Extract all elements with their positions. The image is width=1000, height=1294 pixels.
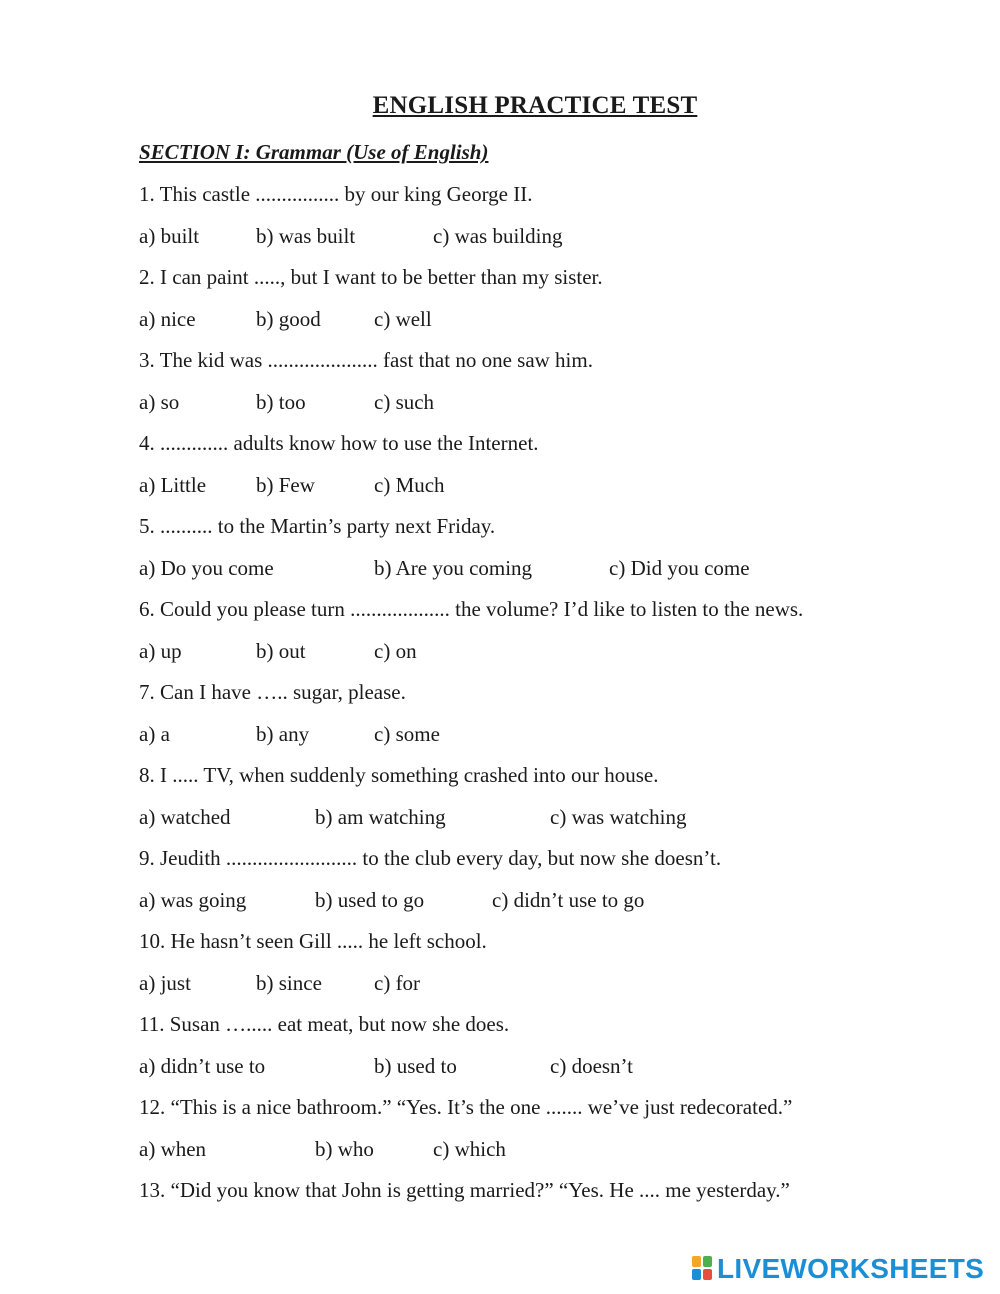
logo-text: LIVEWORKSHEETS (717, 1253, 985, 1284)
question-9-option-b[interactable]: b) used to go (315, 888, 425, 912)
question-6-option-c[interactable]: c) on (374, 639, 417, 663)
question-1-option-a[interactable]: a) built (139, 224, 200, 248)
question-11: 11. Susan …..... eat meat, but now she does. (139, 1012, 510, 1036)
question-12: 12. “This is a nice bathroom.” “Yes. It’s the one ....... we’ve just redecorated.” (139, 1095, 793, 1119)
question-11-option-c[interactable]: c) doesn’t (550, 1054, 634, 1078)
question-4-option-a[interactable]: a) Little (139, 473, 207, 497)
question-8: 8. I ..... TV, when suddenly something crashed into our house. (139, 763, 659, 787)
question-4-option-b[interactable]: b) Few (256, 473, 315, 497)
question-7-option-b[interactable]: b) any (256, 722, 310, 746)
question-8-option-c[interactable]: c) was watching (550, 805, 687, 829)
question-13: 13. “Did you know that John is getting married?” “Yes. He .... me yesterday.” (139, 1178, 790, 1202)
question-2-option-a[interactable]: a) nice (139, 307, 196, 331)
question-6-option-b[interactable]: b) out (256, 639, 306, 663)
liveworksheets-logo (692, 1254, 984, 1284)
question-5-option-b[interactable]: b) Are you coming (374, 556, 533, 580)
question-4: 4. ............. adults know how to use the Internet. (139, 431, 539, 455)
question-7-option-a[interactable]: a) a (139, 722, 170, 746)
question-9-option-c[interactable]: c) didn’t use to go (492, 888, 645, 912)
question-6: 6. Could you please turn ................... the volume? I’d like to listen to the news. (139, 597, 804, 621)
question-9-option-a[interactable]: a) was going (139, 888, 247, 912)
question-11-option-a[interactable]: a) didn’t use to (139, 1054, 266, 1078)
question-7: 7. Can I have ….. sugar, please. (139, 680, 406, 704)
question-10-option-a[interactable]: a) just (139, 971, 191, 995)
question-4-option-c[interactable]: c) Much (374, 473, 445, 497)
question-9: 9. Jeudith ......................... to the club every day, but now she doesn’t. (139, 846, 722, 870)
section-heading: SECTION I: Grammar (Use of English) (139, 140, 489, 164)
liveworksheets-logo-icon (692, 1256, 714, 1282)
question-12-option-b[interactable]: b) who (315, 1137, 374, 1161)
question-3-option-c[interactable]: c) such (374, 390, 435, 414)
question-5: 5. .......... to the Martin’s party next Friday. (139, 514, 496, 538)
question-3: 3. The kid was ..................... fast that no one saw him. (139, 348, 593, 372)
question-1-option-b[interactable]: b) was built (256, 224, 356, 248)
question-7-option-c[interactable]: c) some (374, 722, 440, 746)
question-12-option-c[interactable]: c) which (433, 1137, 506, 1161)
page-title: ENGLISH PRACTICE TEST (372, 92, 698, 119)
question-11-option-b[interactable]: b) used to (374, 1054, 457, 1078)
question-12-option-a[interactable]: a) when (139, 1137, 207, 1161)
question-8-option-b[interactable]: b) am watching (315, 805, 446, 829)
question-2-option-b[interactable]: b) good (256, 307, 321, 331)
question-2-option-c[interactable]: c) well (374, 307, 432, 331)
question-5-option-c[interactable]: c) Did you come (609, 556, 750, 580)
question-10: 10. He hasn’t seen Gill ..... he left school. (139, 929, 487, 953)
question-3-option-a[interactable]: a) so (139, 390, 180, 414)
question-5-option-a[interactable]: a) Do you come (139, 556, 274, 580)
question-2: 2. I can paint ....., but I want to be better than my sister. (139, 265, 603, 289)
question-10-option-c[interactable]: c) for (374, 971, 421, 995)
question-8-option-a[interactable]: a) watched (139, 805, 231, 829)
question-6-option-a[interactable]: a) up (139, 639, 182, 663)
question-10-option-b[interactable]: b) since (256, 971, 322, 995)
question-3-option-b[interactable]: b) too (256, 390, 306, 414)
question-1: 1. This castle ................ by our king George II. (139, 182, 533, 206)
question-1-option-c[interactable]: c) was building (433, 224, 563, 248)
